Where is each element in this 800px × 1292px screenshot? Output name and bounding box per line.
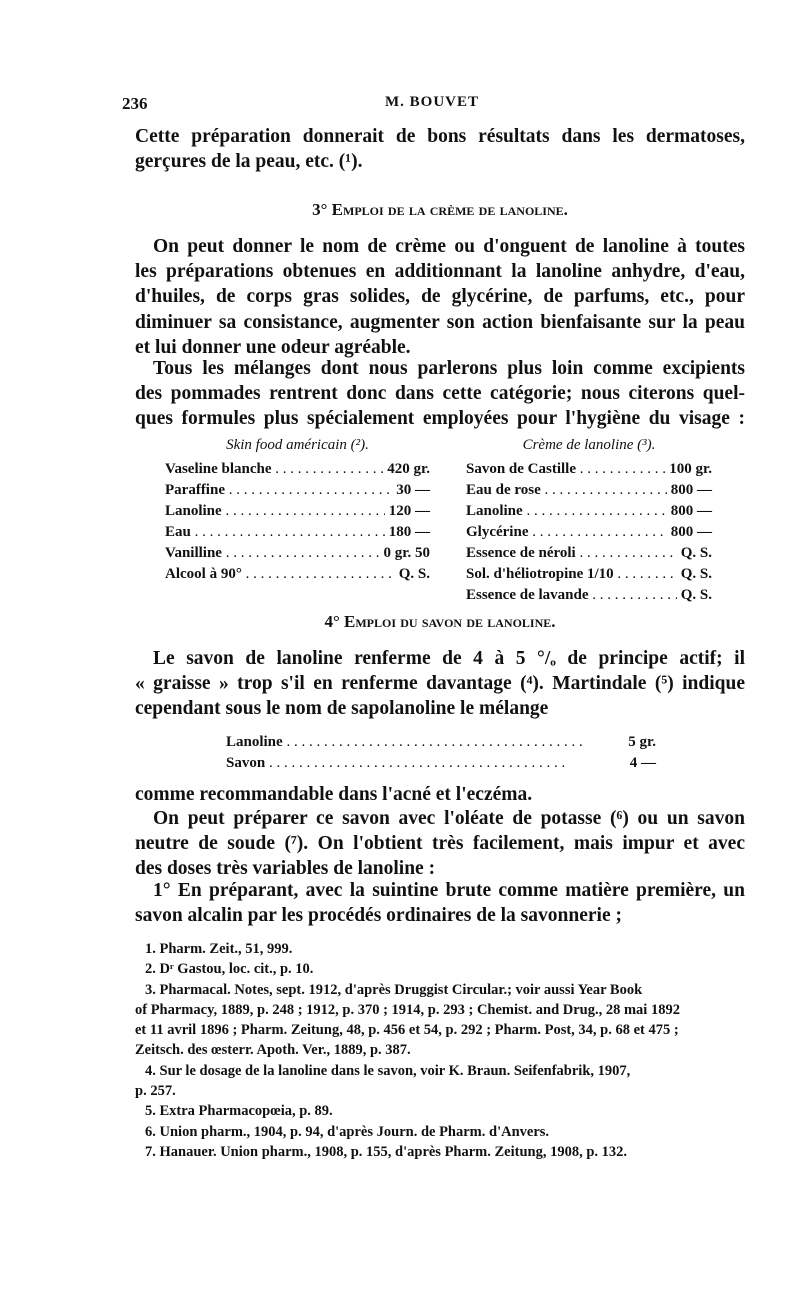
text-line: des pommades rentrent donc dans cette catégorie; nous citerons quel- (135, 383, 745, 405)
recipe-row (466, 564, 712, 585)
text-line: On peut préparer ce savon avec l'oléate de potasse (⁶) ou un savon (153, 808, 745, 829)
footnote-7: 7. Hanauer. Union pharm., 1908, p. 155, d'après Pharm. Zeitung, 1908, p. 132. (145, 1143, 628, 1160)
recipe-row (165, 564, 430, 585)
paragraph-acne (135, 782, 745, 807)
recipe-row (466, 480, 712, 501)
recipe-row (226, 753, 656, 774)
ingredient-name: Eau de rose . . . (466, 480, 667, 501)
recipe-row (466, 501, 712, 522)
footnote-6: 6. Union pharm., 1904, p. 94, d'après Journ. de Pharm. d'Anvers. (145, 1123, 550, 1140)
ingredient-name: Vaseline blanche . . . (165, 459, 383, 480)
paragraph-cream (135, 234, 745, 360)
ingredient-name: Savon . . . (226, 753, 626, 774)
text-line: Le savon de lanoline renferme de 4 à 5 °/ₒ de principe actif; il (153, 648, 745, 669)
text-line: comme recommandable dans l'acné et l'eczéma. (135, 784, 533, 805)
text-line: « graisse » trop s'il en renferme davantage (⁴). Martindale (⁵) indique (135, 673, 745, 695)
ingredient-qty: Q. S. (680, 566, 712, 582)
recipe-row (165, 501, 430, 522)
footnote-3-cont: of Pharmacy, 1889, p. 248 ; 1912, p. 370 ; 1914, p. 293 ; Chemist. and Drug., 28 mai 1892 (135, 1001, 680, 1018)
ingredient-qty: Q. S. (680, 545, 712, 561)
section-heading-3: 3° Emploi de la crème de lanoline. (312, 200, 568, 219)
footnote-3: 3. Pharmacal. Notes, sept. 1912, d'après Druggist Circular.; voir aussi Year Book (145, 981, 643, 998)
recipe-lanoline-cream (466, 437, 712, 606)
text-line: 1° En préparant, avec la suintine brute comme matière première, un (153, 880, 745, 901)
ingredient-qty: 30 — (396, 482, 430, 498)
recipe-sapolanoline (226, 732, 656, 774)
ingredient-qty: 100 gr. (669, 461, 712, 477)
footnote-2: 2. Dʳ Gastou, loc. cit., p. 10. (145, 961, 314, 978)
footnote-4-cont: p. 257. (135, 1083, 176, 1100)
ingredient-name: Lanoline . . . (165, 501, 385, 522)
recipe-caption: Skin food américain (²). (226, 437, 369, 453)
recipe-row (466, 459, 712, 480)
text-line: les préparations obtenues en additionnant la lanoline anhydre, d'eau, (135, 261, 745, 283)
ingredient-qty: 120 — (388, 503, 430, 519)
text-line: gerçures de la peau, etc. (¹). (135, 151, 363, 173)
ingredient-qty: 800 — (670, 482, 712, 498)
footnote-5: 5. Extra Pharmacopœia, p. 89. (145, 1103, 333, 1120)
ingredient-qty: 800 — (670, 503, 712, 519)
recipe-row (165, 522, 430, 543)
recipe-row (165, 459, 430, 480)
ingredient-qty: 0 gr. 50 (383, 545, 430, 561)
text-line: neutre de soude (⁷). On l'obtient très facilement, mais impur et avec (135, 833, 745, 855)
paragraph-oleate (135, 806, 745, 882)
ingredient-name: Eau . . . (165, 522, 385, 543)
text-line: des doses très variables de lanoline : (135, 858, 436, 880)
ingredient-name: Alcool à 90° . . . (165, 564, 395, 585)
paragraph-intro (135, 124, 745, 174)
text-line: diminuer sa consistance, augmenter son action bienfaisante sur la peau (135, 311, 745, 333)
ingredient-name: Lanoline . . . (226, 732, 624, 753)
page-number: 236 (122, 94, 148, 113)
text-line: ques formules plus spécialement employées pour l'hygiène du visage : (135, 408, 745, 430)
page-header (122, 94, 742, 118)
text-line: d'huiles, de corps gras solides, de glycérine, de parfums, etc., pour (135, 286, 745, 308)
ingredient-name: Paraffine . . . (165, 480, 392, 501)
recipe-row (466, 585, 712, 606)
paragraph-suintine (135, 878, 745, 928)
ingredient-name: Lanoline . . . (466, 501, 667, 522)
text-line: On peut donner le nom de crème ou d'onguent de lanoline à toutes (153, 236, 745, 257)
section-heading-4: 4° Emploi du savon de lanoline. (324, 612, 556, 631)
text-line: et lui donner une odeur agréable. (135, 336, 411, 358)
recipe-row (165, 480, 430, 501)
ingredient-qty: 4 — (629, 755, 656, 771)
ingredient-name: Sol. d'héliotropine 1/10 . . . (466, 564, 677, 585)
running-head: M. BOUVET (384, 94, 479, 110)
footnote-1: 1. Pharm. Zeit., 51, 999. (145, 941, 293, 957)
text-line: Tous les mélanges dont nous parlerons plus loin comme excipients (153, 358, 745, 379)
paragraph-excipients (135, 356, 745, 432)
text-line: savon alcalin par les procédés ordinaires de la savonnerie ; (135, 905, 622, 927)
ingredient-name: Glycérine . . . (466, 522, 667, 543)
text-line: Cette préparation donnerait de bons résultats dans les dermatoses, (135, 126, 745, 147)
ingredient-qty: Q. S. (398, 566, 430, 582)
footnote-3-cont: et 11 avril 1896 ; Pharm. Zeitung, 48, p. 456 et 54, p. 292 ; Pharm. Post, 34, p. 68 et 475 ; (135, 1022, 679, 1039)
recipe-row (226, 732, 656, 753)
text-line: cependant sous le nom de sapolanoline le mélange (135, 698, 549, 720)
recipe-row (466, 543, 712, 564)
paragraph-savon (135, 646, 745, 722)
footnote-3-cont: Zeitsch. des œsterr. Apoth. Ver., 1889, p. 387. (135, 1042, 411, 1059)
ingredient-qty: 420 gr. (387, 461, 430, 477)
footnotes (135, 939, 747, 1162)
ingredient-name: Essence de lavande . . . (466, 585, 677, 606)
recipe-row (466, 522, 712, 543)
ingredient-qty: 800 — (670, 524, 712, 540)
ingredient-qty: 5 gr. (628, 734, 656, 750)
recipe-skin-food (165, 437, 430, 585)
ingredient-qty: 180 — (388, 524, 430, 540)
ingredient-name: Vanilline . . . (165, 543, 379, 564)
ingredient-qty: Q. S. (680, 587, 712, 603)
ingredient-name: Essence de néroli . . . (466, 543, 677, 564)
recipe-row (165, 543, 430, 564)
recipe-caption: Crème de lanoline (³). (522, 437, 656, 453)
ingredient-name: Savon de Castille . . . (466, 459, 665, 480)
footnote-4: 4. Sur le dosage de la lanoline dans le savon, voir K. Braun. Seifenfabrik, 1907, (145, 1062, 631, 1079)
